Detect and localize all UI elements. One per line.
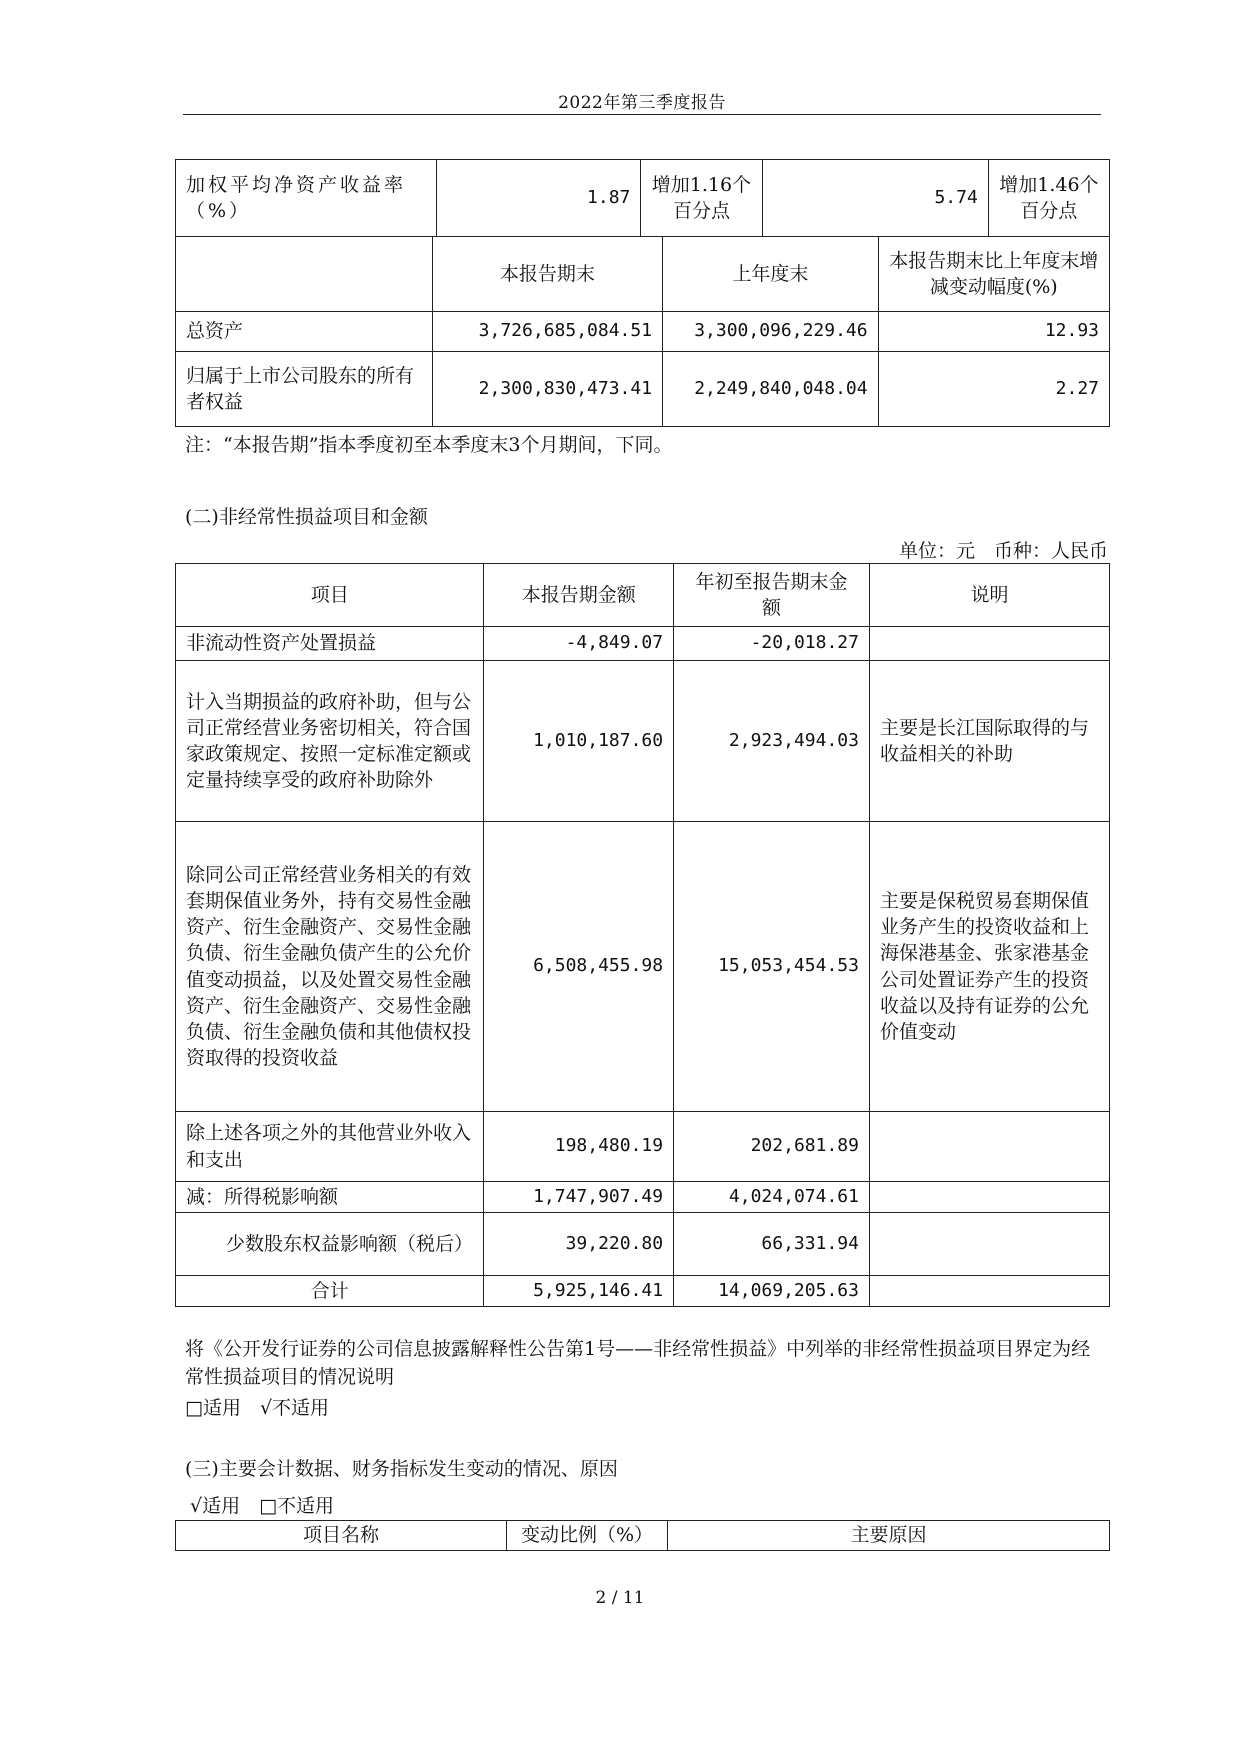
ytd-cell: 14,069,205.63 (674, 1276, 870, 1307)
row-change: 2.27 (878, 352, 1109, 427)
item-cell: 合计 (176, 1276, 484, 1307)
applicable-status-2: √适用 □不适用 (190, 1495, 335, 1517)
col-header-ytd: 年初至报告期末金额 (674, 564, 870, 627)
section-2-title: (二)非经常性损益项目和金额 (185, 506, 428, 528)
period-cell: 6,508,455.98 (484, 822, 674, 1112)
desc-cell (869, 1276, 1109, 1307)
roe-ytd-value: 5.74 (762, 160, 988, 237)
period-cell: 39,220.80 (484, 1213, 674, 1276)
row-label: 归属于上市公司股东的所有者权益 (176, 352, 433, 427)
table-row (176, 352, 1110, 427)
desc-cell (869, 627, 1109, 661)
row-prior: 3,300,096,229.46 (663, 312, 879, 352)
period-cell: 5,925,146.41 (484, 1276, 674, 1307)
roe-period-change: 增加1.16个百分点 (641, 160, 762, 237)
col-header-change-ratio: 变动比例（%） (507, 1521, 668, 1551)
change-reasons-table (175, 1520, 1110, 1551)
roe-label: 加权平均净资产收益率（%） (176, 160, 437, 237)
table-row (176, 627, 1110, 661)
table-row (176, 312, 1110, 352)
balance-sheet-table (175, 236, 1110, 427)
ytd-cell: -20,018.27 (674, 627, 870, 661)
page-number: 2 / 11 (595, 1588, 645, 1608)
col-header-change: 本报告期末比上年度末增减变动幅度(%) (878, 237, 1109, 312)
col-header-main-reason: 主要原因 (668, 1521, 1110, 1551)
ytd-cell: 202,681.89 (674, 1112, 870, 1182)
row-label: 总资产 (176, 312, 433, 352)
desc-cell (869, 1213, 1109, 1276)
blank-header-cell (176, 237, 433, 312)
table-row-total (176, 1276, 1110, 1307)
row-current: 2,300,830,473.41 (432, 352, 662, 427)
desc-cell: 主要是长江国际取得的与收益相关的补助 (869, 661, 1109, 822)
table-row (176, 1182, 1110, 1213)
non-recurring-table (175, 563, 1110, 1307)
row-prior: 2,249,840,048.04 (663, 352, 879, 427)
desc-cell: 主要是保税贸易套期保值业务产生的投资收益和上海保港基金、张家港基金公司处置证券产生的投资收益以及持有证券的公允价值变动 (869, 822, 1109, 1112)
key-indicators-table (175, 159, 1110, 237)
desc-cell (869, 1112, 1109, 1182)
roe-period-value: 1.87 (436, 160, 641, 237)
table-row (176, 661, 1110, 822)
table-note: 注：“本报告期”指本季度初至本季度末3个月期间，下同。 (185, 434, 673, 456)
period-cell: 1,747,907.49 (484, 1182, 674, 1213)
desc-cell (869, 1182, 1109, 1213)
header-divider (183, 114, 1101, 115)
explanation-paragraph: 将《公开发行证券的公司信息披露解释性公告第1号——非经常性损益》中列举的非经常性损益项目界定为经常性损益项目的情况说明 (185, 1338, 1091, 1388)
col-header-desc: 说明 (869, 564, 1109, 627)
col-header-item-name: 项目名称 (176, 1521, 507, 1551)
col-header-current: 本报告期末 (432, 237, 662, 312)
item-cell: 除同公司正常经营业务相关的有效套期保值业务外，持有交易性金融资产、衍生金融资产、交易性金融负债、衍生金融负债产生的公允价值变动损益，以及处置交易性金融资产、衍生金融资产、交易性金融负债、衍生金融负债和其他债权投资取得的投资收益 (176, 822, 484, 1112)
col-header-period: 本报告期金额 (484, 564, 674, 627)
item-cell: 除上述各项之外的其他营业外收入和支出 (176, 1112, 484, 1182)
ytd-cell: 4,024,074.61 (674, 1182, 870, 1213)
item-cell: 计入当期损益的政府补助，但与公司正常经营业务密切相关，符合国家政策规定、按照一定标准定额或定量持续享受的政府补助除外 (176, 661, 484, 822)
col-header-prior: 上年度末 (663, 237, 879, 312)
item-cell: 少数股东权益影响额（税后） (176, 1213, 484, 1276)
col-header-item: 项目 (176, 564, 484, 627)
section-3-title: (三)主要会计数据、财务指标发生变动的情况、原因 (185, 1458, 618, 1480)
page-header-title: 2022年第三季度报告 (558, 93, 726, 113)
table-row (176, 1112, 1110, 1182)
item-cell: 减：所得税影响额 (176, 1182, 484, 1213)
ytd-cell: 15,053,454.53 (674, 822, 870, 1112)
roe-ytd-change: 增加1.46个百分点 (988, 160, 1109, 237)
ytd-cell: 2,923,494.03 (674, 661, 870, 822)
item-cell: 非流动性资产处置损益 (176, 627, 484, 661)
period-cell: 1,010,187.60 (484, 661, 674, 822)
table-row (176, 1213, 1110, 1276)
ytd-cell: 66,331.94 (674, 1213, 870, 1276)
period-cell: 198,480.19 (484, 1112, 674, 1182)
unit-currency-label: 单位：元 币种：人民币 (898, 540, 1108, 562)
applicable-status-1: □适用 √不适用 (185, 1397, 330, 1419)
row-current: 3,726,685,084.51 (432, 312, 662, 352)
table-row (176, 822, 1110, 1112)
row-change: 12.93 (878, 312, 1109, 352)
period-cell: -4,849.07 (484, 627, 674, 661)
